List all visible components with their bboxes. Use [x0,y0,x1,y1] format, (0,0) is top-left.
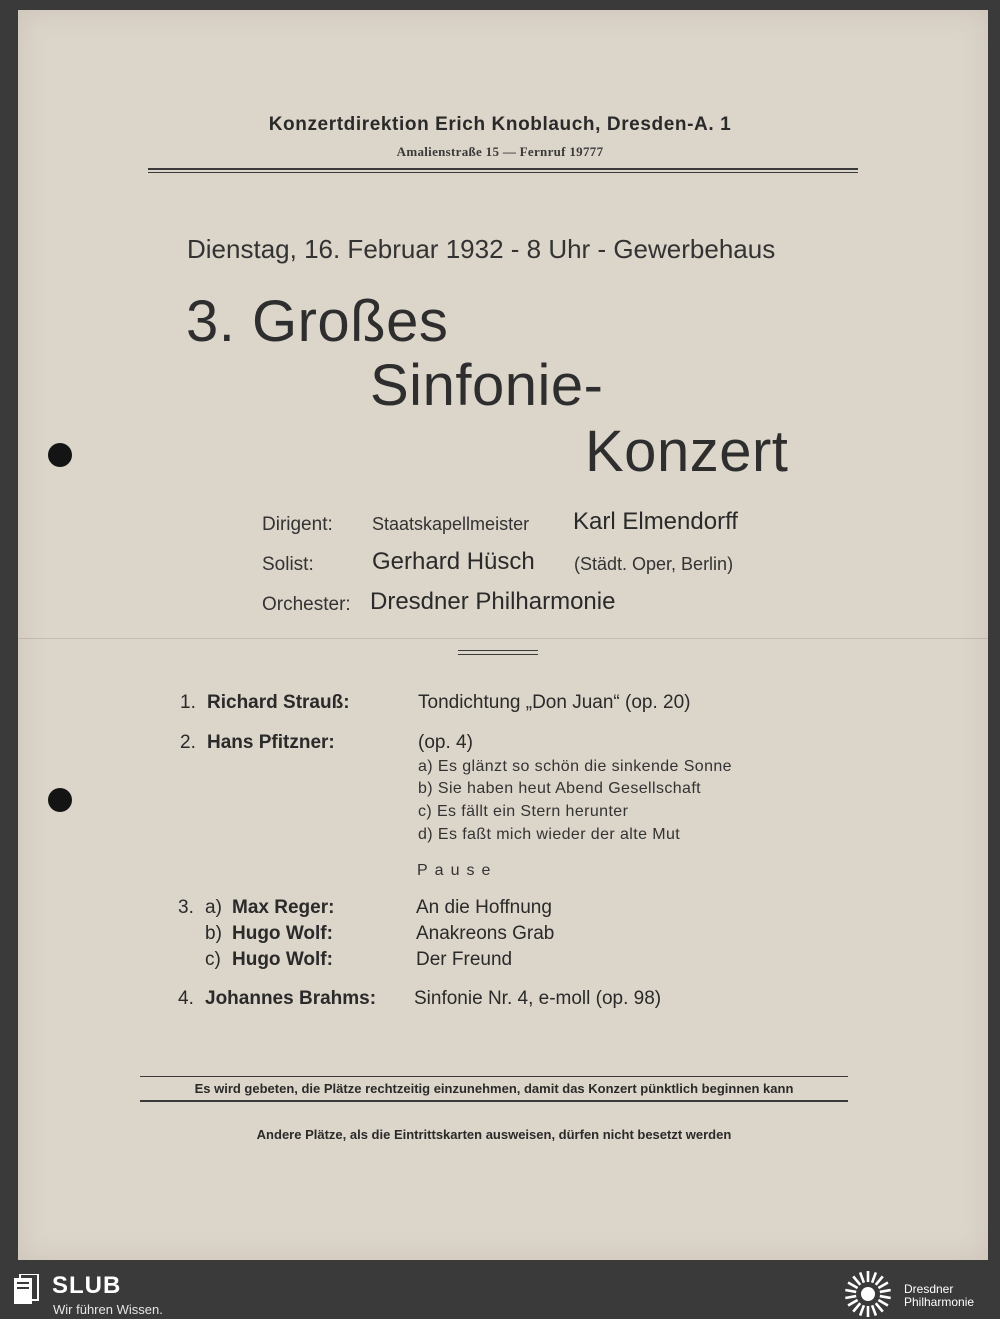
soloist-affiliation: (Städt. Oper, Berlin) [574,554,734,574]
intermission-label: Pause [417,862,498,879]
soloist-label: Solist: [262,554,314,575]
program-item-3a-letter: a) [205,897,222,918]
program-item-3-number: 3. [178,897,194,918]
program-item-2-composer: Hans Pfitzner: [207,732,335,753]
conductor-label: Dirigent: [262,514,333,535]
agency-address: Amalienstraße 15 — Fernruf 19777 [396,144,604,159]
conductor-title: Staatskapellmeister [372,514,530,534]
notice-rule-bottom [140,1100,848,1102]
slub-tagline: Wir führen Wissen. [53,1302,163,1317]
program-item-1-number: 1. [180,692,196,713]
song-c: c) Es fällt ein Stern herunter [418,803,629,820]
program-item-3b-work: Anakreons Grab [416,923,555,944]
event-date-line: Dienstag, 16. Februar 1932 - 8 Uhr - Gewerbehaus [187,234,776,264]
program-item-3a-work: An die Hoffnung [416,897,552,918]
program-item-3b-composer: Hugo Wolf: [232,923,333,944]
dresdner-philharmonie-logo-icon [842,1270,894,1318]
program-item-3b-letter: b) [205,923,222,944]
punch-hole-bottom [48,788,72,812]
header-rule-top [148,168,858,170]
program-item-3c-composer: Hugo Wolf: [232,949,333,970]
slub-name[interactable]: SLUB [52,1272,122,1299]
punch-hole-top [48,443,72,467]
title-line-2: Sinfonie- [370,353,604,418]
song-b: b) Sie haben heut Abend Gesellschaft [418,780,702,797]
orchestra-label: Orchester: [262,594,351,615]
orchestra-name: Dresdner Philharmonie [370,588,616,615]
song-d: d) Es faßt mich wieder der alte Mut [418,826,681,843]
divider-rule-bottom [458,654,538,655]
notice-rule-top [140,1076,848,1077]
program-item-1-composer: Richard Strauß: [207,692,350,713]
punctuality-notice: Es wird gebeten, die Plätze rechtzeitig einzunehmen, damit das Konzert pünktlich beginnen kann [194,1081,794,1096]
divider-rule-top [458,650,538,651]
program-item-3a-composer: Max Reger: [232,897,335,918]
song-a: a) Es glänzt so schön die sinkende Sonne [418,758,732,775]
agency-title: Konzertdirektion Erich Knoblauch, Dresden-A. 1 [268,114,732,135]
program-item-4-work: Sinfonie Nr. 4, e-moll (op. 98) [414,988,662,1009]
program-item-2-number: 2. [180,732,196,753]
paper-fold-line [18,638,988,639]
slub-logo-icon [14,1274,42,1306]
title-line-3: Konzert [585,419,789,484]
program-item-2-work: (op. 4) [418,732,473,753]
program-item-3c-work: Der Freund [416,949,513,970]
conductor-name: Karl Elmendorff [573,508,738,535]
program-item-4-number: 4. [178,988,194,1009]
header-rule-bottom [148,172,858,173]
program-item-1-work: Tondichtung „Don Juan“ (op. 20) [418,692,691,713]
title-line-1: 3. Großes [186,289,449,354]
partner-name[interactable]: Dresdner Philharmonie [904,1282,975,1309]
seating-notice: Andere Plätze, als die Eintrittskarten ausweisen, dürfen nicht besetzt werden [256,1127,732,1142]
concert-flyer-page [18,10,988,1260]
program-item-3c-letter: c) [205,949,221,970]
program-item-4-composer: Johannes Brahms: [205,988,377,1009]
soloist-name: Gerhard Hüsch [372,548,535,575]
